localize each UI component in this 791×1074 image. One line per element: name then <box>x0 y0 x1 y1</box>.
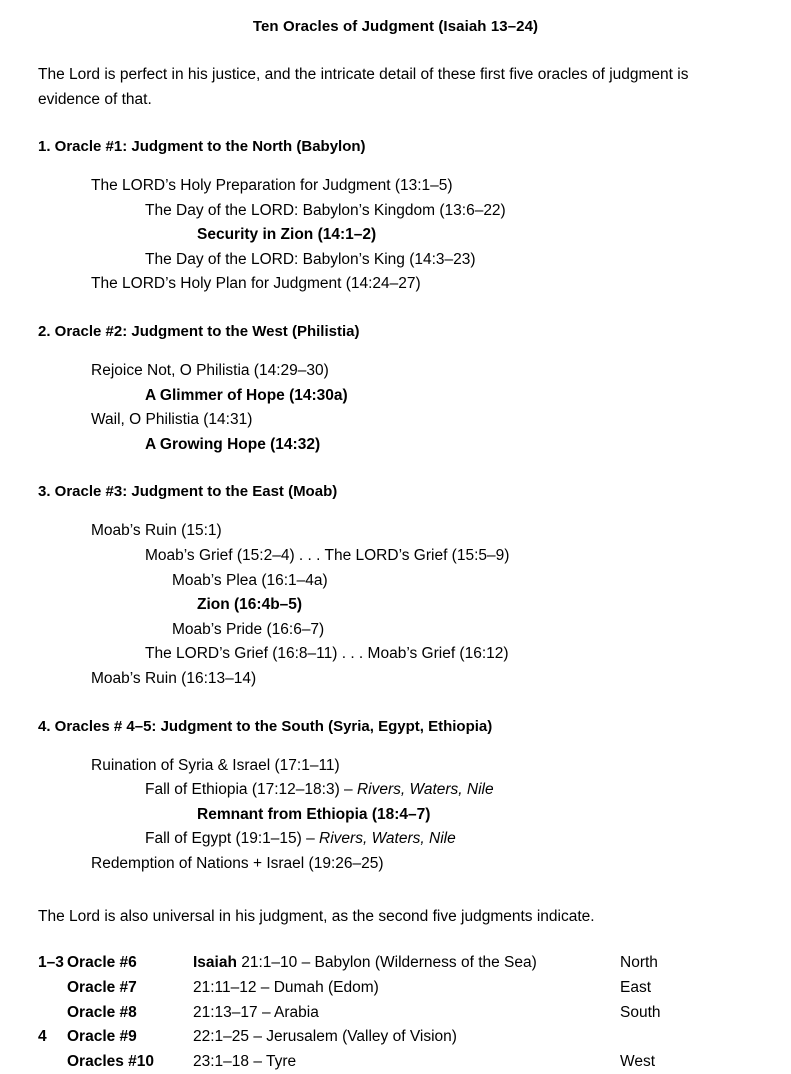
oracle-reference-book: Isaiah <box>193 954 242 972</box>
oracle-reference-cell: 22:1–25 – Jerusalem (Valley of Vision) <box>193 1028 457 1046</box>
section-outline <box>0 754 791 877</box>
oracle-table-body <box>38 951 720 1074</box>
outline-line: Moab’s Plea (16:1–4a) <box>172 571 328 589</box>
outline-line: Rejoice Not, O Philistia (14:29–30) <box>91 361 329 379</box>
oracle-direction-cell: South <box>620 1003 661 1021</box>
oracle-label-cell: Oracle #6 <box>67 954 137 972</box>
oracle-section <box>0 321 791 457</box>
outline-line: Moab’s Ruin (16:13–14) <box>91 669 257 687</box>
outline-line: Remnant from Ethiopia (18:4–7) <box>197 805 431 823</box>
outline-line: Redemption of Nations + Israel (19:26–25) <box>91 854 384 872</box>
outline-line-text: Fall of Egypt (19:1–15) – <box>145 830 320 848</box>
outline-line: Moab’s Grief (15:2–4) . . . The LORD’s Grief (15:5–9) <box>145 546 510 564</box>
oracle-reference-cell <box>193 951 620 976</box>
section-outline <box>0 174 791 297</box>
table-row <box>38 951 720 976</box>
outline-line-emphasis: Rivers, Waters, Nile <box>319 830 456 848</box>
table-row <box>38 976 720 1001</box>
outline-line-emphasis: Rivers, Waters, Nile <box>356 781 494 799</box>
oracle-group-cell: 4 <box>38 1028 47 1046</box>
oracle-direction-cell: East <box>620 979 652 997</box>
intro-paragraph: The Lord is perfect in his justice, and the intricate detail of these first five oracles of judgment is evidence of that. <box>38 66 689 108</box>
table-row <box>38 1001 720 1026</box>
outline-line: Moab’s Pride (16:6–7) <box>172 620 325 638</box>
outline-line <box>0 827 791 852</box>
oracle-section <box>0 481 791 691</box>
oracle-summary-table <box>38 951 720 1074</box>
oracle-reference-text: 21:1–10 – Babylon (Wilderness of the Sea) <box>241 954 537 972</box>
outline-line: The Day of the LORD: Babylon’s Kingdom (13:6–22) <box>145 201 506 219</box>
section-outline <box>0 519 791 691</box>
outline-line: The LORD’s Holy Preparation for Judgment (13:1–5) <box>91 177 453 194</box>
oracle-group-cell <box>38 1001 67 1026</box>
table-row <box>38 1025 720 1050</box>
outline-line: A Glimmer of Hope (14:30a) <box>145 386 348 404</box>
oracle-reference-cell: 21:11–12 – Dumah (Edom) <box>193 979 379 997</box>
table-row <box>38 1050 720 1074</box>
oracle-group-cell: 1–3 <box>38 954 64 972</box>
oracle-direction-cell: West <box>620 1052 656 1070</box>
oracle-section <box>0 136 791 297</box>
oracle-section <box>0 716 791 877</box>
oracle-direction-cell <box>620 1025 720 1050</box>
outline-line: Zion (16:4b–5) <box>197 596 303 614</box>
oracle-direction-cell: North <box>620 954 658 972</box>
mid-paragraph: The Lord is also universal in his judgment, as the second five judgments indicate. <box>38 908 595 926</box>
oracle-label-cell: Oracle #9 <box>67 1028 137 1046</box>
outline-line: The LORD’s Holy Plan for Judgment (14:24–27) <box>91 275 421 293</box>
oracle-label-cell: Oracle #7 <box>67 979 137 997</box>
outline-line: The Day of the LORD: Babylon’s King (14:3–23) <box>145 250 476 268</box>
oracle-reference-cell: 23:1–18 – Tyre <box>193 1052 297 1070</box>
outline-line: Security in Zion (14:1–2) <box>197 226 377 244</box>
section-heading: 3. Oracle #3: Judgment to the East (Moab) <box>38 483 338 501</box>
oracle-reference-cell: 21:13–17 – Arabia <box>193 1003 319 1021</box>
section-heading: 2. Oracle #2: Judgment to the West (Philistia) <box>38 322 360 340</box>
outline-line: Moab’s Ruin (15:1) <box>91 522 222 540</box>
section-heading: 4. Oracles # 4–5: Judgment to the South (Syria, Egypt, Ethiopia) <box>38 717 493 735</box>
outline-line-text: Fall of Ethiopia (17:12–18:3) – <box>145 781 357 799</box>
outline-line <box>0 778 791 803</box>
outline-line: A Growing Hope (14:32) <box>145 435 321 453</box>
oracle-label-cell: Oracles #10 <box>67 1052 155 1070</box>
section-heading: 1. Oracle #1: Judgment to the North (Babylon) <box>38 138 366 155</box>
outline-line: Wail, O Philistia (14:31) <box>91 411 253 429</box>
oracle-group-cell <box>38 1050 67 1074</box>
oracle-sections <box>0 136 791 876</box>
page-title: Ten Oracles of Judgment (Isaiah 13–24) <box>252 18 539 35</box>
outline-line: The LORD’s Grief (16:8–11) . . . Moab’s Grief (16:12) <box>145 645 509 663</box>
oracle-group-cell <box>38 976 67 1001</box>
outline-line: Ruination of Syria & Israel (17:1–11) <box>91 756 340 774</box>
section-outline <box>0 359 791 457</box>
oracle-label-cell: Oracle #8 <box>67 1003 137 1021</box>
